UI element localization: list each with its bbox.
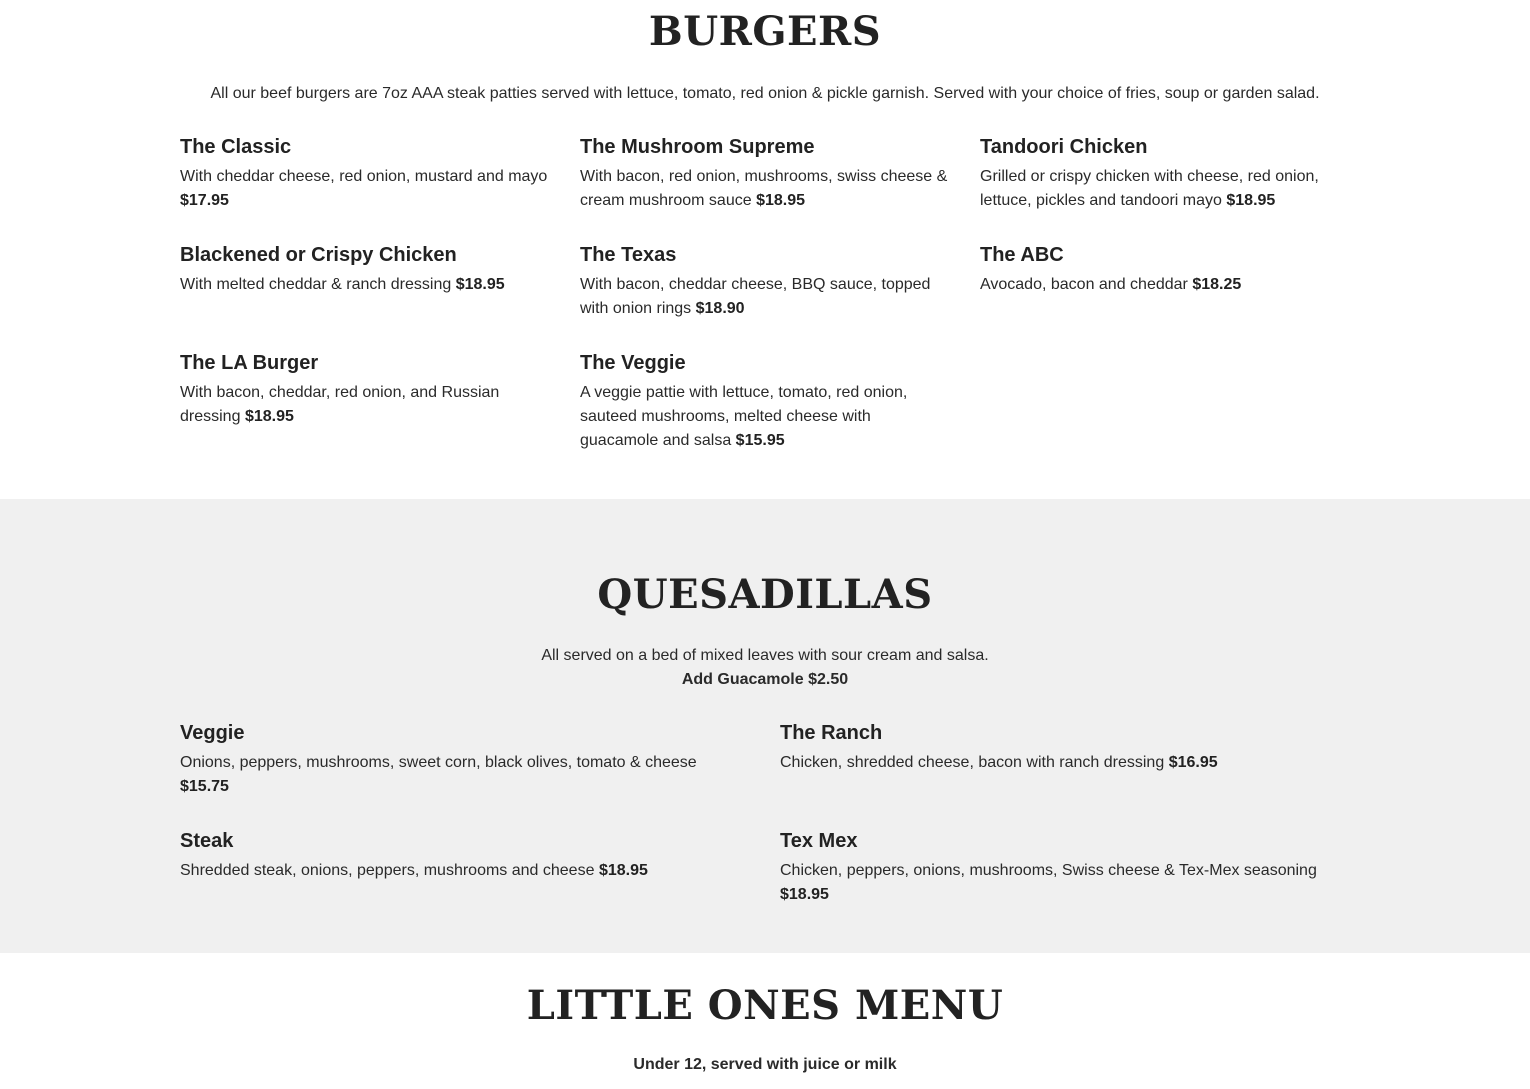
burgers-title: BURGERS: [648, 8, 882, 55]
item-price: $18.95: [455, 276, 505, 293]
menu-item: [780, 828, 1350, 907]
item-name: The LA Burger: [180, 352, 319, 374]
item-description: [180, 165, 550, 213]
item-name: The Texas: [580, 244, 677, 266]
item-name: Veggie: [180, 722, 245, 744]
item-name: The Mushroom Supreme: [580, 136, 815, 158]
item-price: $18.90: [695, 300, 745, 317]
menu-item: [980, 134, 1350, 213]
item-price: $15.95: [735, 432, 785, 449]
item-desc-text: Grilled or crispy chicken with cheese, red onion, lettuce, pickles and tandoori mayo: [980, 168, 1319, 209]
burgers-intro: All our beef burgers are 7oz AAA steak patties served with lettuce, tomato, red onion & pickle garnish. Served with your choice of fries, soup or garden salad.: [210, 85, 1320, 102]
item-description: [580, 165, 950, 213]
item-desc-text: Chicken, shredded cheese, bacon with ranch dressing: [780, 754, 1165, 771]
item-price: $18.95: [756, 192, 806, 209]
item-price: $17.95: [180, 192, 229, 209]
item-description: [180, 751, 750, 799]
item-desc-text: With melted cheddar & ranch dressing: [180, 276, 452, 293]
item-desc-text: With bacon, red onion, mushrooms, swiss cheese & cream mushroom sauce: [580, 168, 948, 209]
item-description: [180, 381, 550, 429]
quesadillas-intro: All served on a bed of mixed leaves with sour cream and salsa.: [541, 647, 989, 664]
item-name: The Classic: [180, 136, 292, 158]
item-price: $18.95: [598, 862, 648, 879]
item-desc-text: With bacon, cheddar cheese, BBQ sauce, topped with onion rings: [580, 276, 931, 317]
menu-item: [180, 134, 550, 213]
quesadillas-section: [0, 499, 1530, 953]
little-ones-title: LITTLE ONES MENU: [526, 982, 1004, 1029]
item-price: $18.95: [780, 886, 829, 903]
item-description: [180, 273, 550, 297]
quesadillas-title: QUESADILLAS: [597, 571, 933, 618]
item-desc-text: With cheddar cheese, red onion, mustard and mayo: [180, 168, 548, 185]
menu-item: [780, 720, 1350, 775]
item-price: $15.75: [180, 778, 229, 795]
item-name: Tandoori Chicken: [980, 136, 1148, 158]
menu-item: [180, 350, 550, 429]
menu-item: [180, 242, 550, 297]
item-desc-text: A veggie pattie with lettuce, tomato, red onion, sauteed mushrooms, melted cheese with guacamole and salsa: [580, 384, 908, 449]
item-price: $16.95: [1168, 754, 1218, 771]
menu-item: [580, 134, 950, 213]
item-name: Steak: [180, 830, 234, 852]
menu-item: [580, 350, 950, 453]
menu-item: [580, 242, 950, 321]
item-name: Tex Mex: [780, 830, 858, 852]
item-desc-text: Onions, peppers, mushrooms, sweet corn, black olives, tomato & cheese: [180, 754, 697, 771]
item-description: [180, 859, 750, 883]
item-desc-text: Avocado, bacon and cheddar: [980, 276, 1188, 293]
item-description: [980, 273, 1350, 297]
item-description: [580, 381, 950, 453]
item-description: [580, 273, 950, 321]
item-price: $18.95: [1226, 192, 1276, 209]
menu-item: [180, 720, 750, 799]
item-name: The Ranch: [780, 722, 883, 744]
little-ones-section: [0, 953, 1530, 1089]
item-description: [980, 165, 1350, 213]
item-desc-text: With bacon, cheddar, red onion, and Russian dressing: [180, 384, 500, 425]
item-desc-text: Shredded steak, onions, peppers, mushrooms and cheese: [180, 862, 595, 879]
item-description: [780, 751, 1350, 775]
item-price: $18.25: [1192, 276, 1242, 293]
menu-item: [980, 242, 1350, 297]
item-name: The ABC: [980, 244, 1064, 266]
menu-item: [180, 828, 750, 883]
item-name: The Veggie: [580, 352, 686, 374]
quesadillas-addon: Add Guacamole $2.50: [681, 671, 849, 688]
little-ones-subtitle: Under 12, served with juice or milk: [633, 1056, 897, 1073]
burgers-section: [0, 0, 1530, 499]
item-price: $18.95: [244, 408, 294, 425]
item-desc-text: Chicken, peppers, onions, mushrooms, Swiss cheese & Tex-Mex seasoning: [780, 862, 1317, 879]
item-description: [780, 859, 1350, 907]
item-name: Blackened or Crispy Chicken: [180, 244, 457, 266]
